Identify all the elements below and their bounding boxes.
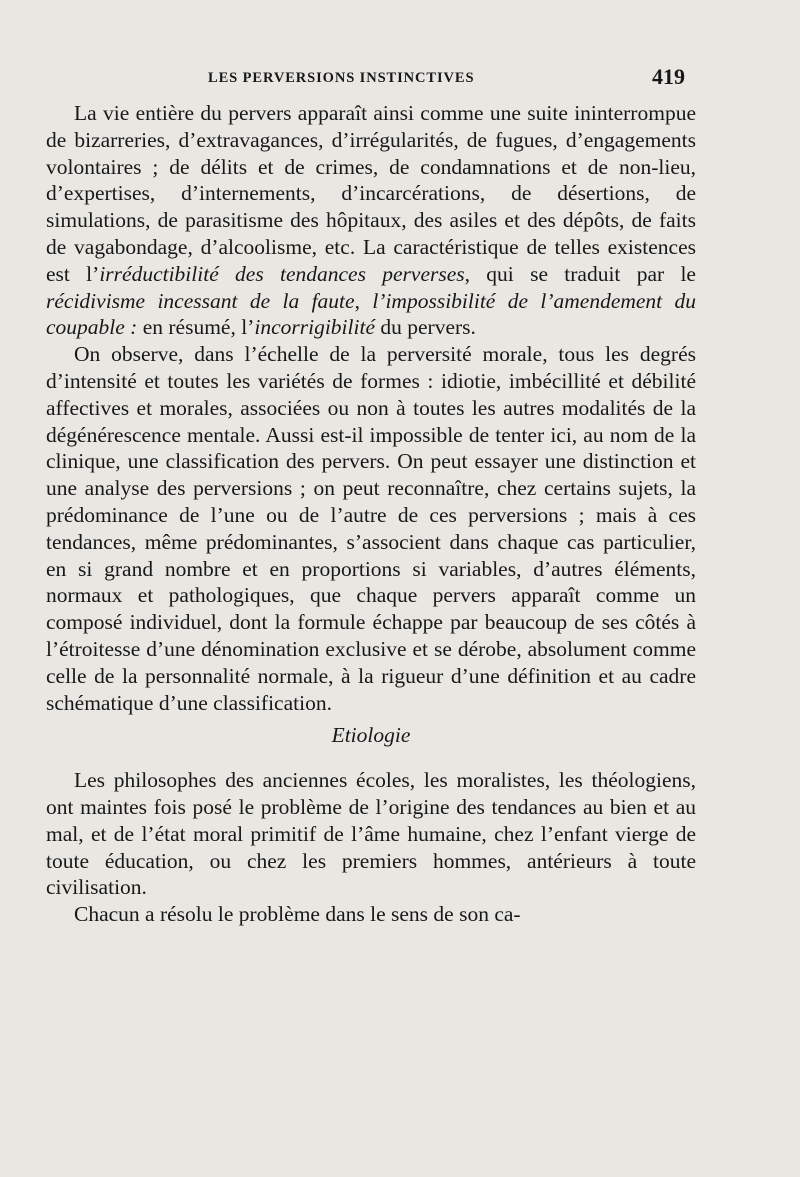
paragraph-1-text-e: du pervers. [375, 315, 476, 340]
paragraph-1-text-c: , [354, 288, 373, 313]
page-header [0, 64, 800, 94]
paragraph-1-text-a: La vie entière du pervers apparaît ainsi comme une suite ininterrompue de bizarreries, d’extravagances, d’irrégularités, de fugues, d’engagements volontaires ; de délits et de crimes, de condamnations et de non-lieu, d’expertises, d’internements, d’incarcérations, de désertions, de simulations, de parasitisme des hôpitaux, des asiles et des dépôts, de faits de vagabondage, d’alcoolisme, etc. La caractéristique de telles existences est l’ [46, 101, 696, 286]
running-head: LES PERVERSIONS INSTINCTIVES [208, 70, 475, 86]
paragraph-1-italic-2: récidivisme incessant de la faute [46, 288, 355, 313]
section-title: Etiologie [331, 723, 411, 748]
paragraph-1-italic-4: incorrigibilité [254, 315, 375, 340]
body-text [46, 100, 696, 928]
paragraph-1-italic-1: irréductibilité des tendances perverses [99, 261, 465, 286]
paragraph-2: On observe, dans l’échelle de la perversité morale, tous les degrés d’intensité et toutes les variétés de formes : idiotie, imbécillité et débilité affectives et morales, associées ou non à toutes les autres modalités de la dégénérescence mentale. Aussi est-il impossible de tenter ici, au nom de la clinique, une classification des pervers. On peut essayer une distinction et une analyse des perversions ; on peut reconnaître, chez certains sujets, la prédominance de l’une ou de l’autre de ces perversions ; mais à ces tendances, même prédominantes, s’associent dans chaque cas particulier, en si grand nombre et en proportions si variables, d’autres éléments, normaux et pathologiques, que chaque pervers apparaît comme un composé individuel, dont la formule échappe par beaucoup de ses côtés à l’étroitesse d’une dénomination exclusive et se dérobe, absolument comme celle de la personnalité normale, à la rigueur d’une définition et au cadre schématique d’une classification. [46, 342, 696, 715]
paragraph-3: Les philosophes des anciennes écoles, les moralistes, les théologiens, ont maintes fois posé le problème de l’origine des tendances au bien et au mal, et de l’état moral primitif de l’âme humaine, chez l’enfant vierge de toute éducation, ou chez les premiers hommes, antérieurs à toute civilisation. [46, 768, 696, 900]
paragraph-4: Chacun a résolu le problème dans le sens de son ca- [74, 902, 521, 927]
paragraph-1-italic-3: l’impossibilité de l’amendement du coupable : [46, 288, 697, 340]
page-number: 419 [652, 64, 685, 89]
paragraph-1-text-d: en résumé, l’ [137, 315, 255, 340]
paragraph-1 [46, 100, 696, 341]
paragraph-1-text-b: , qui se traduit par le [464, 261, 696, 286]
